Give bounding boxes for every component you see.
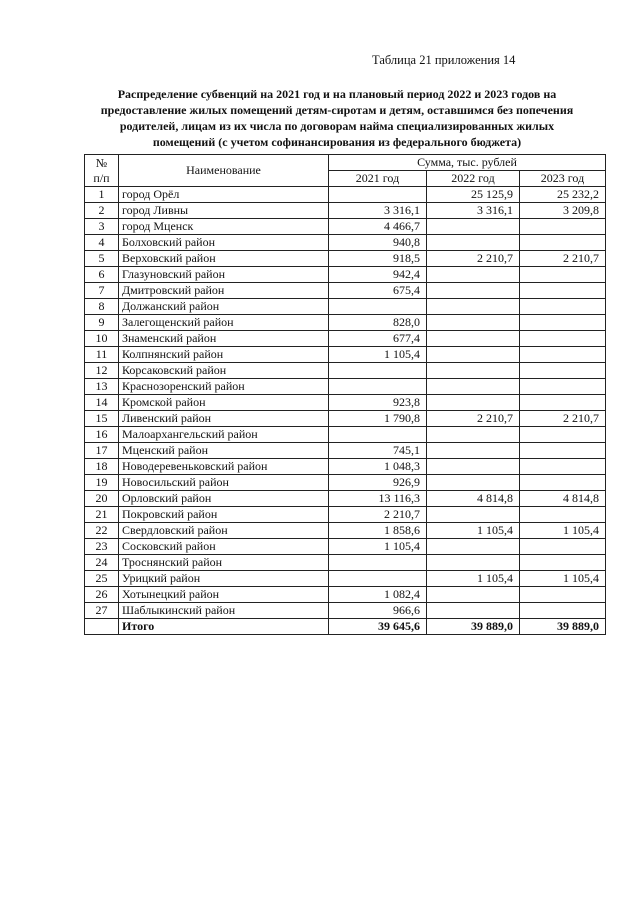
row-name: Шаблыкинский район	[119, 603, 329, 619]
value-2023	[520, 235, 606, 251]
value-2023	[520, 379, 606, 395]
value-2021: 13 116,3	[329, 491, 427, 507]
table-row	[85, 283, 606, 299]
subsidy-table	[84, 154, 606, 635]
table-row	[85, 491, 606, 507]
value-2023	[520, 283, 606, 299]
value-2021: 918,5	[329, 251, 427, 267]
row-number: 5	[85, 251, 119, 267]
value-2022	[427, 539, 520, 555]
value-2022	[427, 587, 520, 603]
value-2023	[520, 315, 606, 331]
value-2022: 1 105,4	[427, 523, 520, 539]
row-number: 1	[85, 187, 119, 203]
value-2022	[427, 283, 520, 299]
header-sum: Сумма, тыс. рублей	[329, 155, 606, 171]
row-name: Новодеревеньковский район	[119, 459, 329, 475]
value-2022: 4 814,8	[427, 491, 520, 507]
total-value-2023: 39 889,0	[520, 619, 606, 635]
table-row	[85, 411, 606, 427]
value-2022	[427, 475, 520, 491]
row-name: Кромской район	[119, 395, 329, 411]
row-number: 16	[85, 427, 119, 443]
value-2023: 1 105,4	[520, 571, 606, 587]
value-2021: 4 466,7	[329, 219, 427, 235]
title-line: родителей, лицам из их числа по договорам найма специализированных жилых	[119, 119, 555, 133]
value-2022	[427, 603, 520, 619]
row-number: 22	[85, 523, 119, 539]
row-name: Покровский район	[119, 507, 329, 523]
row-number: 26	[85, 587, 119, 603]
table-row	[85, 523, 606, 539]
value-2021: 3 316,1	[329, 203, 427, 219]
value-2022	[427, 459, 520, 475]
table-row	[85, 555, 606, 571]
table-row	[85, 475, 606, 491]
value-2022	[427, 379, 520, 395]
value-2023	[520, 347, 606, 363]
row-name: Ливенский район	[119, 411, 329, 427]
value-2021: 923,8	[329, 395, 427, 411]
value-2022	[427, 235, 520, 251]
row-name: Хотынецкий район	[119, 587, 329, 603]
title-line: помещений (с учетом софинансирования из федерального бюджета)	[152, 135, 522, 149]
value-2021	[329, 379, 427, 395]
table-row	[85, 459, 606, 475]
table-row	[85, 299, 606, 315]
row-name: Колпнянский район	[119, 347, 329, 363]
row-name: Мценский район	[119, 443, 329, 459]
row-name: Троснянский район	[119, 555, 329, 571]
row-number: 19	[85, 475, 119, 491]
row-number: 18	[85, 459, 119, 475]
row-name: Должанский район	[119, 299, 329, 315]
value-2021	[329, 555, 427, 571]
row-number: 24	[85, 555, 119, 571]
value-2021: 2 210,7	[329, 507, 427, 523]
value-2023	[520, 555, 606, 571]
row-number: 6	[85, 267, 119, 283]
header-number-line1: №	[95, 155, 108, 170]
row-number: 3	[85, 219, 119, 235]
value-2022	[427, 315, 520, 331]
table-row	[85, 379, 606, 395]
table-row	[85, 347, 606, 363]
row-number: 8	[85, 299, 119, 315]
row-number: 20	[85, 491, 119, 507]
value-2022: 3 316,1	[427, 203, 520, 219]
value-2021: 675,4	[329, 283, 427, 299]
value-2022	[427, 267, 520, 283]
value-2023	[520, 507, 606, 523]
value-2022	[427, 331, 520, 347]
value-2021: 1 105,4	[329, 539, 427, 555]
row-name: Краснозоренский район	[119, 379, 329, 395]
row-name: Сосковский район	[119, 539, 329, 555]
header-2021: 2021 год	[329, 171, 427, 187]
value-2022	[427, 347, 520, 363]
row-number: 9	[85, 315, 119, 331]
header-2023: 2023 год	[520, 171, 606, 187]
value-2023	[520, 443, 606, 459]
value-2021: 745,1	[329, 443, 427, 459]
row-name: Орловский район	[119, 491, 329, 507]
row-name: Свердловский район	[119, 523, 329, 539]
total-value-2022: 39 889,0	[427, 619, 520, 635]
value-2023	[520, 331, 606, 347]
row-number: 11	[85, 347, 119, 363]
value-2023	[520, 299, 606, 315]
table-row	[85, 331, 606, 347]
header-number	[85, 155, 119, 187]
table-row	[85, 571, 606, 587]
value-2023	[520, 587, 606, 603]
table-row	[85, 539, 606, 555]
value-2022: 25 125,9	[427, 187, 520, 203]
table-row	[85, 587, 606, 603]
value-2023	[520, 539, 606, 555]
title-line: Распределение субвенций на 2021 год и на плановый период 2022 и 2023 годов на	[117, 87, 557, 101]
value-2022	[427, 443, 520, 459]
value-2021: 940,8	[329, 235, 427, 251]
total-number	[85, 619, 119, 635]
table-row	[85, 235, 606, 251]
value-2023: 4 814,8	[520, 491, 606, 507]
value-2022	[427, 427, 520, 443]
row-name: Малоархангельский район	[119, 427, 329, 443]
value-2021	[329, 187, 427, 203]
table-row	[85, 251, 606, 267]
value-2023: 25 232,2	[520, 187, 606, 203]
value-2023	[520, 459, 606, 475]
value-2023: 2 210,7	[520, 251, 606, 267]
row-name: Знаменский район	[119, 331, 329, 347]
title-line: предоставление жилых помещений детям-сиротам и детям, оставшимся без попечения	[100, 103, 574, 117]
table-row	[85, 187, 606, 203]
value-2021: 1 048,3	[329, 459, 427, 475]
row-name: Верховский район	[119, 251, 329, 267]
value-2021	[329, 299, 427, 315]
value-2022	[427, 363, 520, 379]
value-2021: 828,0	[329, 315, 427, 331]
value-2022	[427, 395, 520, 411]
table-row	[85, 443, 606, 459]
value-2023	[520, 267, 606, 283]
row-name: Дмитровский район	[119, 283, 329, 299]
document-title	[72, 86, 602, 150]
value-2023	[520, 219, 606, 235]
header-name: Наименование	[119, 155, 329, 187]
table-row	[85, 507, 606, 523]
value-2023	[520, 427, 606, 443]
value-2022	[427, 507, 520, 523]
row-name: Урицкий район	[119, 571, 329, 587]
table-row	[85, 203, 606, 219]
row-number: 23	[85, 539, 119, 555]
row-name: Корсаковский район	[119, 363, 329, 379]
table-row	[85, 363, 606, 379]
value-2023: 1 105,4	[520, 523, 606, 539]
row-number: 27	[85, 603, 119, 619]
value-2023: 3 209,8	[520, 203, 606, 219]
row-number: 10	[85, 331, 119, 347]
row-name: Новосильский район	[119, 475, 329, 491]
table-row	[85, 395, 606, 411]
row-name: город Мценск	[119, 219, 329, 235]
value-2021	[329, 571, 427, 587]
value-2022: 2 210,7	[427, 411, 520, 427]
row-number: 15	[85, 411, 119, 427]
value-2021: 1 082,4	[329, 587, 427, 603]
total-value-2021: 39 645,6	[329, 619, 427, 635]
row-number: 4	[85, 235, 119, 251]
table-row	[85, 315, 606, 331]
value-2023	[520, 475, 606, 491]
value-2022: 2 210,7	[427, 251, 520, 267]
value-2021: 677,4	[329, 331, 427, 347]
value-2021: 942,4	[329, 267, 427, 283]
table-row	[85, 219, 606, 235]
row-number: 7	[85, 283, 119, 299]
total-row	[85, 619, 606, 635]
value-2021: 926,9	[329, 475, 427, 491]
header-number-line2: п/п	[93, 170, 110, 185]
table-caption: Таблица 21 приложения 14	[372, 53, 516, 67]
table-row	[85, 427, 606, 443]
row-number: 14	[85, 395, 119, 411]
row-number: 17	[85, 443, 119, 459]
row-number: 2	[85, 203, 119, 219]
table-row	[85, 267, 606, 283]
row-number: 25	[85, 571, 119, 587]
value-2023	[520, 395, 606, 411]
value-2023: 2 210,7	[520, 411, 606, 427]
row-name: Глазуновский район	[119, 267, 329, 283]
value-2022: 1 105,4	[427, 571, 520, 587]
value-2021	[329, 363, 427, 379]
value-2021: 1 105,4	[329, 347, 427, 363]
value-2023	[520, 363, 606, 379]
row-number: 12	[85, 363, 119, 379]
value-2022	[427, 219, 520, 235]
value-2021: 966,6	[329, 603, 427, 619]
header-2022: 2022 год	[427, 171, 520, 187]
total-label: Итого	[119, 619, 329, 635]
value-2021: 1 858,6	[329, 523, 427, 539]
value-2021: 1 790,8	[329, 411, 427, 427]
header-row	[85, 155, 606, 171]
value-2022	[427, 555, 520, 571]
value-2023	[520, 603, 606, 619]
table-row	[85, 603, 606, 619]
row-number: 21	[85, 507, 119, 523]
row-name: Залегощенский район	[119, 315, 329, 331]
row-name: Болховский район	[119, 235, 329, 251]
row-number: 13	[85, 379, 119, 395]
row-name: город Ливны	[119, 203, 329, 219]
value-2022	[427, 299, 520, 315]
value-2021	[329, 427, 427, 443]
row-name: город Орёл	[119, 187, 329, 203]
